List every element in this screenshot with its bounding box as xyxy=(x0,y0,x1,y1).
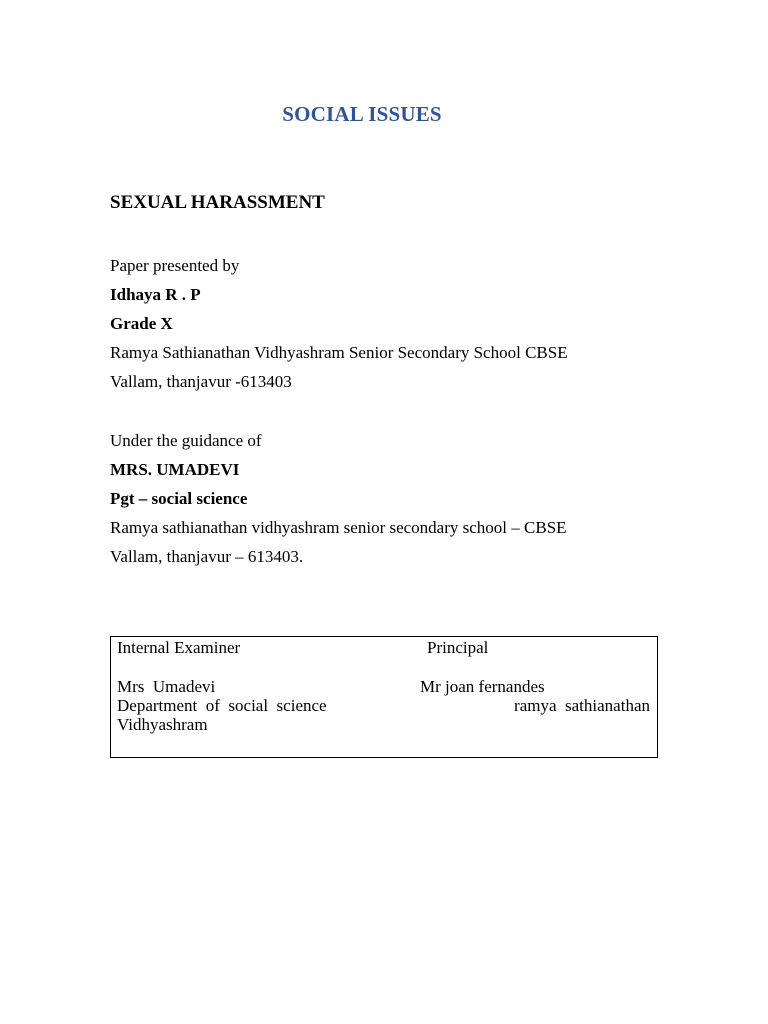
examiner-school: Vidhyashram xyxy=(117,715,208,734)
guide-address: Vallam, thanjavur – 613403. xyxy=(110,547,304,566)
presented-by-label: Paper presented by xyxy=(110,256,240,275)
examiner-name: Mrs Umadevi xyxy=(117,677,216,696)
presenter-school: Ramya Sathianathan Vidhyashram Senior Secondary School CBSE xyxy=(110,343,568,362)
presenter-grade: Grade X xyxy=(110,314,173,333)
document-title: SOCIAL ISSUES xyxy=(282,102,442,126)
guide-name: MRS. UMADEVI xyxy=(110,460,240,479)
principal-school: ramya sathianathan xyxy=(514,696,650,715)
examiner-department: Department of social science xyxy=(117,696,327,715)
guide-designation: Pgt – social science xyxy=(110,489,248,508)
presenter-address: Vallam, thanjavur -613403 xyxy=(110,372,292,391)
principal-role: Principal xyxy=(427,638,489,657)
paper-topic: SEXUAL HARASSMENT xyxy=(110,192,325,213)
presenter-name: Idhaya R . P xyxy=(110,285,201,304)
examiner-role: Internal Examiner xyxy=(117,638,241,657)
signature-table xyxy=(110,636,658,758)
guide-school: Ramya sathianathan vidhyashram senior secondary school – CBSE xyxy=(110,518,567,537)
principal-name: Mr joan fernandes xyxy=(420,677,545,696)
guidance-label: Under the guidance of xyxy=(110,431,262,450)
